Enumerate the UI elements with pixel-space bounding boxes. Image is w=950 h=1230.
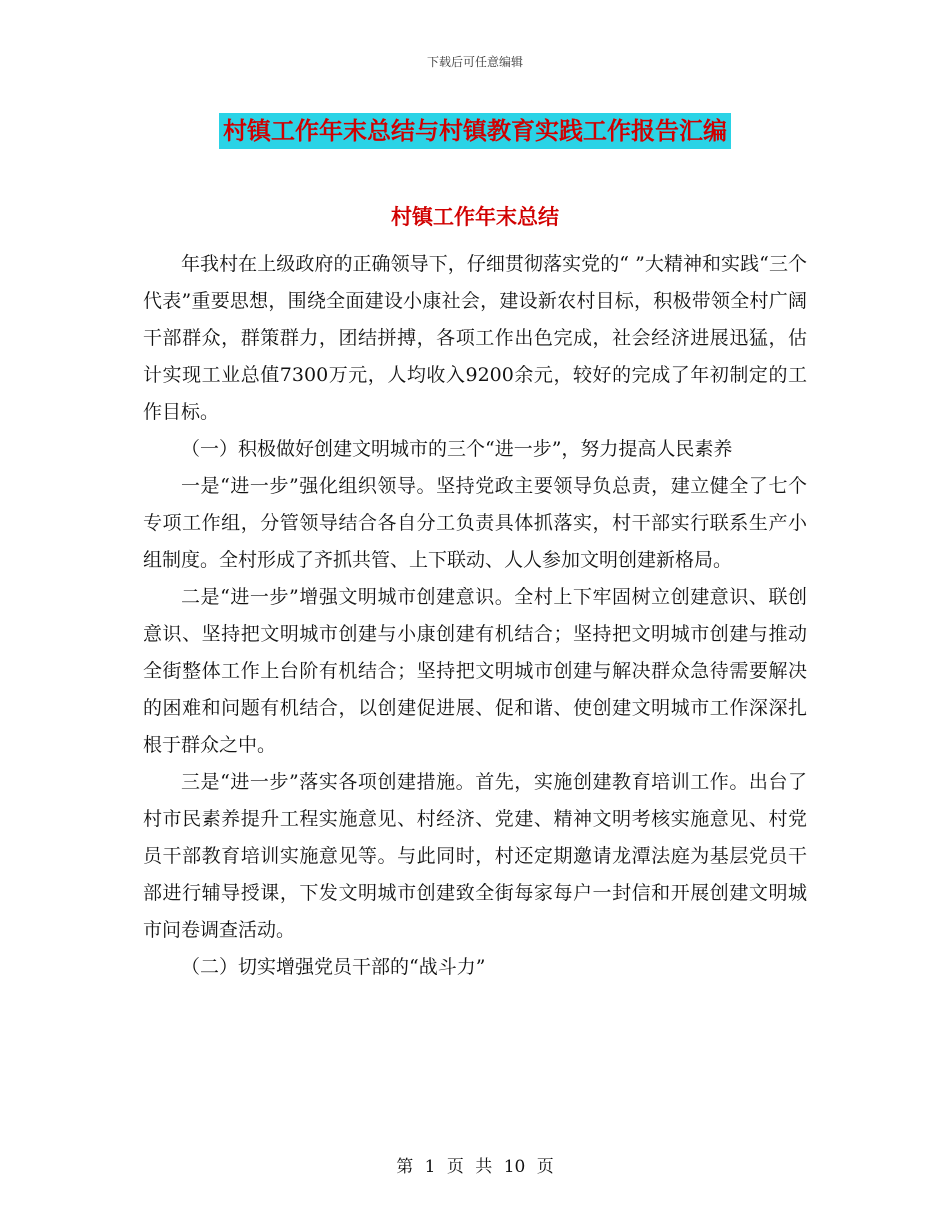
main-title: 村镇工作年末总结与村镇教育实践工作报告汇编 (219, 113, 731, 149)
paragraph: 二是“进一步”增强文明城市创建意识。全村上下牢固树立创建意识、联创意识、坚持把文明城市创建与小康创建有机结合；坚持把文明城市创建与推动全街整体工作上台阶有机结合；坚持把文明城市创建与解决群众急待需要解决的困难和问题有机结合，以创建促进展、促和谐、使创建文明城市工作深深扎根于群众之中。 (143, 586, 807, 756)
paragraph: 一是“进一步”强化组织领导。坚持党政主要领导负总责，建立健全了七个专项工作组，分管领导结合各自分工负责具体抓落实，村干部实行联系生产小组制度。全村形成了齐抓共管、上下联动、人人参加文明创建新格局。 (143, 475, 807, 571)
section-heading: （二）切实增强党员干部的“战斗力” (181, 956, 486, 978)
page-number: 第 1 页 共 10 页 (396, 1157, 554, 1177)
section-heading: （一）积极做好创建文明城市的三个“进一步”，努力提高人民素养 (181, 438, 733, 460)
header-note: 下载后可任意编辑 (426, 55, 523, 69)
main-title-container (0, 113, 950, 149)
paragraph: 三是“进一步”落实各项创建措施。首先，实施创建教育培训工作。出台了村市民素养提升工程实施意见、村经济、党建、精神文明考核实施意见、村党员干部教育培训实施意见等。与此同时，村还定期邀请龙潭法庭为基层党员干部进行辅导授课，下发文明城市创建致全街每家每户一封信和开展创建文明城市问卷调查活动。 (143, 771, 807, 941)
document-body (143, 246, 807, 986)
paragraph: 年我村在上级政府的正确领导下，仔细贯彻落实党的“ ”大精神和实践“三个代表”重要思想，围绕全面建设小康社会，建设新农村目标，积极带领全村广阔干部群众，群策群力，团结拼搏，各项工作出色完成，社会经济进展迅猛，估计实现工业总值7300万元，人均收入9200余元，较好的完成了年初制定的工作目标。 (143, 253, 807, 423)
section-title: 村镇工作年末总结 (391, 205, 559, 229)
